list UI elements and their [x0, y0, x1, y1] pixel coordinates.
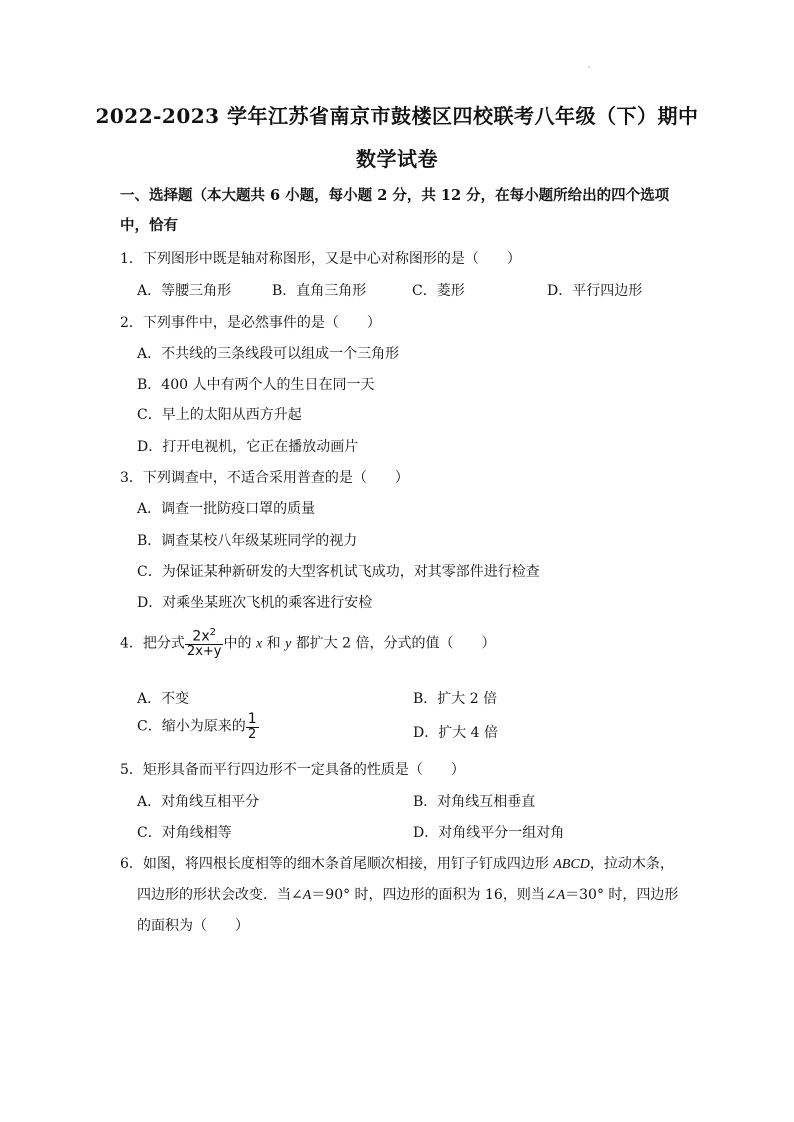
question-3-option-a: A．调查一批防疫口罩的质量 [137, 501, 316, 517]
question-2-option-d: D．打开电视机，它正在播放动画片 [137, 439, 359, 455]
question-4-option-a: A．不变 [137, 691, 190, 707]
numerator-exponent: 2 [209, 627, 216, 638]
option-c-numerator: 1 [247, 711, 257, 727]
quadrilateral-name: ABCD [553, 857, 590, 872]
question-1-option-c: C．菱形 [412, 283, 465, 299]
question-4-stem-suffix: 都扩大 2 倍，分式的值（ ） [291, 635, 496, 652]
angle-a-var-2: A [556, 888, 566, 903]
question-5-option-a: A．对角线互相平分 [137, 794, 260, 810]
question-5-option-d: D．对角线平分一组对角 [413, 825, 565, 841]
question-2-stem: 2．下列事件中，是必然事件的是（ ） [120, 315, 381, 331]
question-6-line2 [137, 884, 678, 904]
question-4-option-c [137, 712, 259, 741]
question-6-line1-suffix: ，拉动木条， [589, 856, 674, 872]
numerator-base: 2x [192, 628, 210, 645]
variable-x: x [255, 636, 263, 652]
fraction-numerator [185, 628, 224, 645]
section-heading: 一、选择题（本大题共 6 小题，每小题 2 分，共 12 分，在每小题所给出的四个选项中，恰有 [120, 187, 670, 234]
question-2-option-c: C．早上的太阳从西方升起 [137, 407, 302, 423]
question-5-option-c: C．对角线相等 [137, 825, 232, 841]
question-2-option-b: B．400 人中有两个人的生日在同一天 [137, 377, 375, 393]
question-4-option-b: B．扩大 2 倍 [413, 691, 498, 707]
fraction-denominator: 2x+y [186, 644, 222, 660]
question-6-line2-a: 四边形的形状会改变．当∠ [137, 887, 303, 903]
question-1-option-a: A．等腰三角形 [137, 283, 232, 299]
question-4-option-d: D．扩大 4 倍 [413, 725, 499, 741]
question-3-option-d: D．对乘坐某班次飞机的乘客进行安检 [137, 595, 373, 611]
question-4-fraction [185, 628, 224, 659]
question-6-line1-prefix: 6．如图，将四根长度相等的细木条首尾顺次相接，用钉子钉成四边形 [120, 856, 554, 872]
question-5-stem: 5．矩形具备而平行四边形不一定具备的性质是（ ） [120, 762, 465, 778]
exam-title-line1: 2022-2023 学年江苏省南京市鼓楼区四校联考八年级（下）期中 [95, 104, 699, 128]
question-5-option-b: B．对角线互相垂直 [413, 794, 536, 810]
question-4-stem [120, 628, 496, 659]
question-4-stem-mid: 中的 [223, 635, 256, 652]
question-1-option-d: D．平行四边形 [547, 283, 643, 299]
exam-title-line2: 数学试卷 [356, 147, 438, 171]
question-4-stem-prefix: 4．把分式 [120, 635, 185, 652]
scan-speck [588, 66, 590, 68]
question-2-option-a: A．不共线的三条线段可以组成一个三角形 [137, 346, 400, 362]
option-c-text: C．缩小为原来的 [137, 718, 246, 735]
option-c-fraction [246, 712, 259, 741]
question-4-and: 和 [262, 635, 286, 652]
question-1-stem: 1．下列图形中既是轴对称图形，又是中心对称图形的是（ ） [120, 251, 521, 267]
question-3-option-c: C．为保证某种新研发的大型客机试飞成功，对其零部件进行检查 [137, 564, 540, 580]
question-3-option-b: B．调查某校八年级某班同学的视力 [137, 533, 358, 549]
question-6-line2-b: ＝90° 时，四边形的面积为 16，则当∠ [311, 887, 557, 903]
question-3-stem: 3．下列调查中，不适合采用普查的是（ ） [120, 470, 409, 486]
question-1-option-b: B．直角三角形 [272, 283, 367, 299]
question-6-line3: 的面积为（ ） [137, 918, 249, 934]
angle-a-var-1: A [302, 888, 312, 903]
question-6-line1 [120, 853, 674, 873]
option-c-denominator: 2 [248, 726, 257, 742]
question-6-line2-c: ＝30° 时，四边形 [565, 887, 679, 903]
variable-y: y [285, 636, 292, 652]
